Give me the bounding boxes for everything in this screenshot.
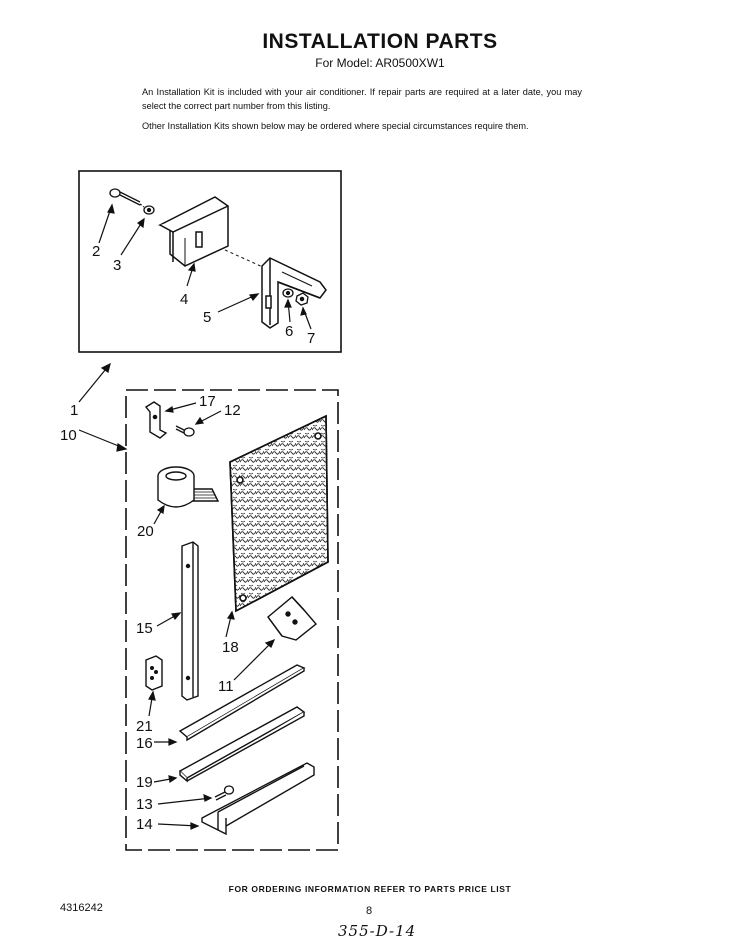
callout-11: 11 — [218, 678, 234, 695]
part-18-filter-panel — [230, 416, 328, 611]
part-15-vertical-channel — [182, 542, 198, 700]
part-7-nut — [296, 293, 308, 305]
document-number: 4316242 — [60, 902, 103, 914]
callout-13: 13 — [136, 796, 153, 813]
callout-20: 20 — [137, 523, 154, 540]
callout-5: 5 — [203, 309, 212, 326]
part-11-clip — [268, 597, 316, 640]
callout-7: 7 — [307, 330, 316, 347]
page-number: 8 — [366, 905, 373, 917]
part-12-screw — [176, 426, 194, 436]
callout-16: 16 — [136, 735, 153, 752]
callout-3: 3 — [113, 257, 122, 274]
callout-4: 4 — [180, 291, 189, 308]
part-13-screw — [215, 786, 234, 800]
callout-21: 21 — [136, 718, 153, 735]
callout-19: 19 — [136, 774, 153, 791]
part-17-angle-bracket — [146, 402, 166, 438]
callout-10: 10 — [60, 427, 77, 444]
part-4-bracket-cover — [160, 197, 228, 266]
part-5-bracket — [262, 258, 326, 328]
callout-12: 12 — [224, 402, 241, 419]
part-2-screw — [110, 189, 140, 205]
callout-18: 18 — [222, 639, 239, 656]
callout-15: 15 — [136, 620, 153, 637]
intro-paragraph-2: Other Installation Kits shown below may be ordered where special circumstances require them. — [142, 121, 529, 131]
model-subtitle: For Model: AR0500XW1 — [315, 56, 445, 70]
callout-17: 17 — [199, 393, 216, 410]
connector-dashed — [225, 250, 265, 268]
part-19-seal-strip — [180, 707, 304, 781]
ordering-note: FOR ORDERING INFORMATION REFER TO PARTS PRICE LIST — [228, 884, 512, 894]
callout-14: 14 — [136, 816, 153, 833]
part-20-foam-roll — [158, 467, 218, 507]
page-title: INSTALLATION PARTS — [262, 30, 498, 53]
part-21-block — [146, 656, 162, 690]
callout-6: 6 — [285, 323, 294, 340]
handwritten-note: 355-D-14 — [338, 922, 417, 940]
callout-2: 2 — [92, 243, 101, 260]
part-3-washer — [140, 204, 154, 214]
intro-paragraph-1: An Installation Kit is included with your air conditioner. If repair parts are required at a later date, you may select the correct part number from this listing. — [142, 87, 582, 111]
callout-1: 1 — [70, 402, 79, 419]
part-6-washer — [283, 289, 293, 297]
